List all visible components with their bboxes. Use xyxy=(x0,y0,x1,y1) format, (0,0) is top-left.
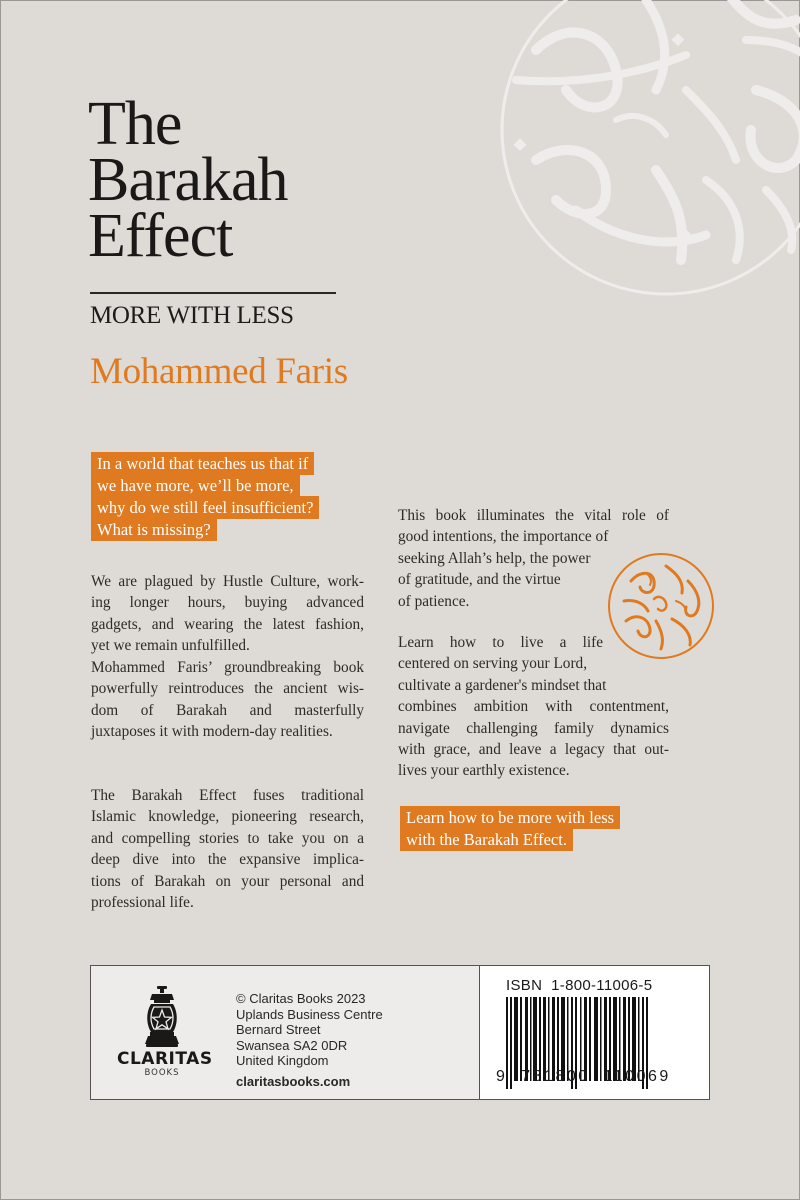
address-line-2: Bernard Street xyxy=(236,1022,321,1037)
book-title-line-1: The xyxy=(88,90,182,158)
barcode-digits: 9 781800 110069 xyxy=(496,1068,671,1085)
blurb-paragraph-5: Learn how to live a life centered on serving your Lord, cultivate a gardener's mindset that combines ambition with contentment, navigate challenging family dynamics with grace, and leave a legacy that out- lives your earthly existence. xyxy=(398,634,669,780)
publisher-website-link[interactable]: claritasbooks.com xyxy=(236,1073,351,1089)
lantern-icon xyxy=(142,986,182,1048)
publisher-logo-sub: BOOKS xyxy=(144,1068,180,1078)
title-divider xyxy=(90,292,336,294)
calligraphy-seal-watermark xyxy=(496,0,800,300)
publisher-logo-name: CLARITAS xyxy=(117,1049,213,1069)
book-title-line-2: Barakah xyxy=(88,146,288,214)
copyright-line: © Claritas Books 2023 xyxy=(236,991,366,1006)
publisher-address xyxy=(236,991,383,1089)
blurb-paragraph-2: Mohammed Faris’ groundbreaking book powerfully reintroduces the ancient wis- dom of Barakah and masterfully juxtaposes it with modern-day realities. xyxy=(91,659,364,741)
closing-callout xyxy=(400,807,660,851)
closing-callout-text: Learn how to be more with less with the Barakah Effect. xyxy=(400,806,620,851)
publisher-logo xyxy=(117,986,213,1078)
isbn-panel xyxy=(480,966,709,1099)
address-line-4: United Kingdom xyxy=(236,1053,329,1068)
tagline-text: In a world that teaches us that if we have more, we’ll be more, why do we still feel insufficient? What is missing? xyxy=(91,452,319,541)
blurb-paragraph-4: This book illuminates the vital role of good intentions, the importance of seeking Allah’s help, the power of gratitude, and the virtue of patience. xyxy=(398,507,669,610)
tagline-callout xyxy=(91,453,411,541)
blurb-paragraph-1: We are plagued by Hustle Culture, work- ing longer hours, buying advanced gadgets, and wearing the latest fashion, yet we remain unfulfilled. xyxy=(91,573,364,655)
title-block xyxy=(88,90,288,270)
book-subtitle: MORE WITH LESS xyxy=(90,302,294,329)
publisher-panel xyxy=(91,966,480,1099)
address-line-3: Swansea SA2 0DR xyxy=(236,1037,348,1053)
isbn-label: ISBN 1-800-11006-5 xyxy=(506,977,653,994)
address-line-1: Uplands Business Centre xyxy=(236,1006,383,1022)
book-title-line-3: Effect xyxy=(88,202,233,270)
blurb-paragraph-3: The Barakah Effect fuses traditional Islamic knowledge, pioneering research, and compelling stories to take you on a deep dive into the expansive implica- tions of Barakah on your personal and professional life. xyxy=(91,787,364,912)
publisher-info-box xyxy=(90,965,710,1100)
author-name: Mohammed Faris xyxy=(90,351,348,392)
